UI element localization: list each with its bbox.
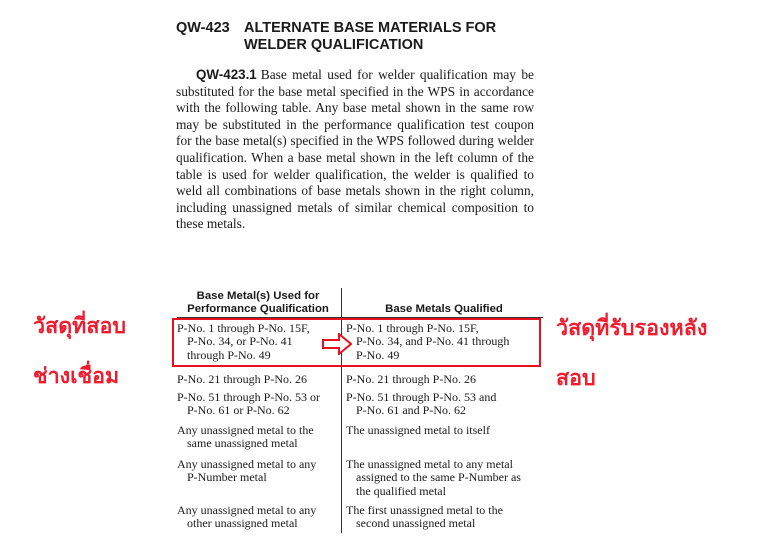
row4-right: The unassigned metal to itself [346, 423, 490, 437]
row5-left [177, 458, 340, 485]
annotation-right-line2: สอบ [556, 366, 596, 391]
row1-left-line2: P-No. 34, or P-No. 41 [187, 334, 293, 349]
header-left [177, 290, 339, 316]
row5-right [346, 458, 544, 498]
row1-right-line2: P-No. 34, and P-No. 41 through [356, 334, 510, 349]
annotation-left-line1: วัสดุที่สอบ [33, 314, 127, 339]
row4-left [177, 424, 340, 451]
header-left-line2: Performance Qualification [187, 303, 329, 315]
arrow-right-icon [322, 333, 352, 355]
row2-right: P-No. 21 through P-No. 26 [346, 372, 477, 386]
row1-right-line1: P-No. 1 through P-No. 15F, [346, 321, 479, 335]
row3-left-line1: P-No. 51 through P-No. 53 or [177, 390, 320, 404]
section-number: QW-423 [176, 20, 230, 36]
section-heading [176, 20, 556, 54]
row2-left: P-No. 21 through P-No. 26 [177, 372, 308, 386]
row5-right-line3: the qualified metal [356, 483, 446, 498]
section-title-line2: WELDER QUALIFICATION [244, 37, 424, 53]
body-paragraph [176, 67, 534, 233]
section-title-line1: ALTERNATE BASE MATERIALS FOR [244, 20, 497, 36]
row1-left-line1: P-No. 1 through P-No. 15F, [177, 321, 310, 335]
row6-right-line2: second unassigned metal [356, 516, 476, 531]
row1-left-line3: through P-No. 49 [187, 347, 271, 362]
row5-right-line2: assigned to the same P-Number as [356, 470, 521, 485]
header-left-line1: Base Metal(s) Used for [196, 290, 320, 302]
row6-left-line2: other unassigned metal [187, 516, 298, 531]
row6-right [346, 504, 544, 531]
row6-right-line1: The first unassigned metal to the [346, 503, 503, 517]
row3-right-line2: P-No. 61 and P-No. 62 [356, 403, 466, 418]
row3-left [177, 391, 340, 418]
row5-left-line2: P-Number metal [187, 470, 267, 485]
header-right: Base Metals Qualified [385, 303, 503, 315]
row3-right-line1: P-No. 51 through P-No. 53 and [346, 390, 497, 404]
row4-left-line2: same unassigned metal [187, 436, 298, 451]
row5-left-line1: Any unassigned metal to any [177, 457, 317, 471]
row6-left-line1: Any unassigned metal to any [177, 503, 317, 517]
row3-left-line2: P-No. 61 or P-No. 62 [187, 403, 290, 418]
row4-left-line1: Any unassigned metal to the [177, 423, 314, 437]
paragraph-text: Base metal used for welder qualification may be substituted for the base metal specified in the WPS in accordance with the following table. Any base metal shown in the same row may be substituted in the performance qualification test coupon for the base metal(s) specified in the WPS followed during welder qualification. When a base metal shown in the left column of the table is used for welder qualification, the welder is qualified to weld all combinations of base metals shown in the right column, including unassigned metals of similar chemical composition to these metals. [176, 67, 534, 232]
row5-right-line1: The unassigned metal to any metal [346, 457, 513, 471]
row3-right [346, 391, 544, 418]
annotation-left-line2: ช่างเชื่อม [33, 364, 120, 389]
paragraph-reference: QW-423.1 [196, 67, 257, 82]
highlight-box [172, 318, 541, 367]
row1-right-line3: P-No. 49 [356, 347, 400, 362]
annotation-right-line1: วัสดุที่รับรองหลัง [556, 316, 708, 341]
row6-left [177, 504, 340, 531]
